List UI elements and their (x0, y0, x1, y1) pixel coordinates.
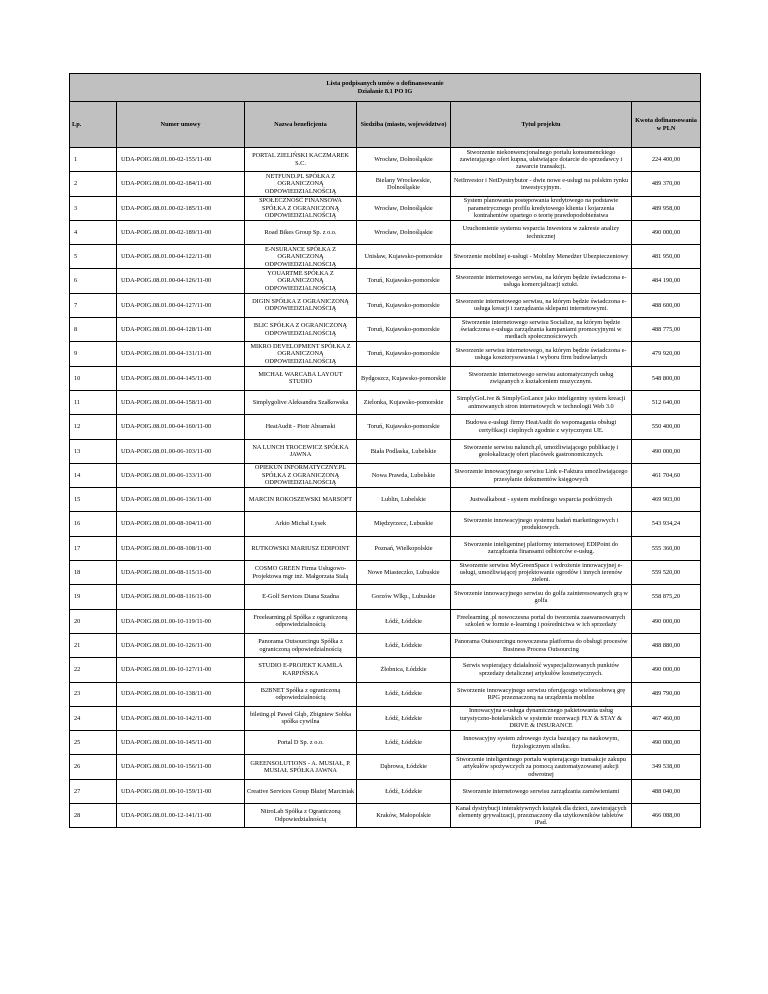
row-location: Nowa Prawda, Lubelskie (357, 463, 451, 487)
row-project-title: Stworzenie innowacyjnego systemu badań marketingowych i produktowych. (451, 512, 632, 536)
row-amount: 543 934,24 (632, 512, 701, 536)
row-beneficiary: COSMO GREEN Firma Usługowo-Projektowa mgr inż. Małgorzata Stalą (245, 561, 357, 585)
row-beneficiary: Freelearning.pl Spółka z ograniczoną odpowiedzialnością (245, 609, 357, 633)
row-contract-number: UDA-POIG.08.01.00-04-158/11-00 (117, 390, 245, 414)
row-location: Międzyrzecz, Lubuskie (357, 512, 451, 536)
row-amount: 461 704,60 (632, 463, 701, 487)
row-lp: 24 (70, 706, 117, 730)
row-location: Poznań, Wielkopolskie (357, 536, 451, 560)
row-contract-number: UDA-POIG.08.01.00-10-156/11-00 (117, 755, 245, 779)
row-amount: 489 958,00 (632, 196, 701, 220)
row-beneficiary: Road Bikes Group Sp. z o.o. (245, 220, 357, 244)
table-row (70, 196, 701, 220)
row-amount: 490 000,00 (632, 731, 701, 755)
row-beneficiary: B2BNET Spółka z ograniczoną odpowiedzialnością (245, 682, 357, 706)
row-beneficiary: GREENSOLUTIONS - A. MUSIAŁ, P. MUSIAŁ SPÓŁKA JAWNA (245, 755, 357, 779)
row-lp: 21 (70, 633, 117, 657)
row-lp: 20 (70, 609, 117, 633)
row-contract-number: UDA-POIG.08.01.00-08-104/11-00 (117, 512, 245, 536)
row-lp: 4 (70, 220, 117, 244)
row-amount: 469 903,00 (632, 488, 701, 512)
row-project-title: Stworzenie innowacyjnego serwisu do golfa zainteresowanych grą w golfa (451, 585, 632, 609)
row-lp: 6 (70, 269, 117, 293)
row-beneficiary: NETFUND.PL SPÓŁKA Z OGRANICZONĄ ODPOWIEDZIALNOŚCIĄ (245, 172, 357, 196)
row-amount: 490 000,00 (632, 609, 701, 633)
row-location: Toruń, Kujawsko-pomorskie (357, 269, 451, 293)
row-project-title: Innowacyjna e-usługa dynamicznego pakietowania usług turystyczno-hotelarskich w systemie rezerwacji FLY & STAY & DRIVE & INSURANCE (451, 706, 632, 730)
row-project-title: Stworzenie serwisu internetowego, na którym będzie świadczona e-usługa kosztorysowania i wyboru firm budowlanych (451, 342, 632, 366)
row-amount: 224 400,00 (632, 148, 701, 172)
row-location: Toruń, Kujawsko-pomorskie (357, 293, 451, 317)
row-lp: 10 (70, 366, 117, 390)
row-project-title: Stworzenie internetowego serwisu automatycznych usług związanych z kształceniem muzycznym. (451, 366, 632, 390)
row-lp: 1 (70, 148, 117, 172)
row-contract-number: UDA-POIG.08.01.00-06-136/11-00 (117, 488, 245, 512)
row-project-title: Uruchomienie systemu wsparcia Inwestora w zakresie analizy technicznej (451, 220, 632, 244)
row-beneficiary: MIKRO DEVELOPMENT SPÓŁKA Z OGRANICZONĄ ODPOWIEDZIALNOŚCIĄ (245, 342, 357, 366)
row-project-title: Stworzenie mobilnej e-usługi - Mobilny Menedżer Ubezpieczeniowy (451, 245, 632, 269)
row-project-title: Stworzenie innowacyjnego serwisu Link e-Faktura umożliwiającego przesyłanie dokumentów księgowych (451, 463, 632, 487)
row-project-title: Stworzenie serwisu nalunch.pl, umożliwiającego publikację i geolokalizację ofert placówek gastronomicznych. (451, 439, 632, 463)
row-lp: 3 (70, 196, 117, 220)
row-location: Łódź, Łódzkie (357, 682, 451, 706)
row-lp: 26 (70, 755, 117, 779)
row-amount: 548 800,00 (632, 366, 701, 390)
row-lp: 14 (70, 463, 117, 487)
row-lp: 17 (70, 536, 117, 560)
row-amount: 558 875,20 (632, 585, 701, 609)
row-location: Gorzów Wlkp., Lubuskie (357, 585, 451, 609)
row-amount: 488 880,00 (632, 633, 701, 657)
table-row (70, 172, 701, 196)
row-amount: 488 040,00 (632, 779, 701, 803)
table-row (70, 731, 701, 755)
table-row (70, 342, 701, 366)
row-contract-number: UDA-POIG.08.01.00-10-119/11-00 (117, 609, 245, 633)
row-contract-number: UDA-POIG.08.01.00-08-116/11-00 (117, 585, 245, 609)
row-location: Żłobnica, Łódzkie (357, 658, 451, 682)
row-lp: 19 (70, 585, 117, 609)
row-contract-number: UDA-POIG.08.01.00-04-160/11-00 (117, 415, 245, 439)
row-amount: 467 460,00 (632, 706, 701, 730)
header-tytul: Tytuł projektu (451, 102, 632, 148)
row-amount: 484 190,00 (632, 269, 701, 293)
row-location: Wrocław, Dolnośląskie (357, 196, 451, 220)
row-location: Kraków, Małopolskie (357, 804, 451, 828)
table-row (70, 609, 701, 633)
row-contract-number: UDA-POIG.08.01.00-06-103/11-00 (117, 439, 245, 463)
row-project-title: Panorama Outsourcingu nowoczesna platforma do obsługi procesów Business Process Outsourcing (451, 633, 632, 657)
row-contract-number: UDA-POIG.08.01.00-12-141/11-00 (117, 804, 245, 828)
row-project-title: Stworzenie inteligentnej platformy internetowej EDIPoint do zarządzania finansami odbiorców e-usług. (451, 536, 632, 560)
row-project-title: Serwis wspierający działalność wyspecjalizowanych punktów sprzedaży detalicznej artykułów kosmetycznych. (451, 658, 632, 682)
row-beneficiary: MARCIN ROKOSZEWSKI MARSOFT (245, 488, 357, 512)
row-beneficiary: STUDIO E-PROJEKT KAMILA KARPIŃSKA (245, 658, 357, 682)
row-contract-number: UDA-POIG.08.01.00-02-185/11-00 (117, 196, 245, 220)
row-project-title: Kanał dystrybucji interaktywnych książek dla dzieci, zawierających elementy grywalizacji, przeznaczony dla użytkowników tabletów iPad. (451, 804, 632, 828)
table-row (70, 755, 701, 779)
row-beneficiary: HeatAudit - Piotr Abramski (245, 415, 357, 439)
row-contract-number: UDA-POIG.08.01.00-10-138/11-00 (117, 682, 245, 706)
table-row (70, 269, 701, 293)
row-amount: 550 400,00 (632, 415, 701, 439)
row-contract-number: UDA-POIG.08.01.00-02-189/11-00 (117, 220, 245, 244)
row-lp: 16 (70, 512, 117, 536)
row-location: Wrocław, Dolnośląskie (357, 220, 451, 244)
row-project-title: Innowacyjny system zdrowego życia bazujący na naukowym, fizjologicznym silniku. (451, 731, 632, 755)
table-row (70, 293, 701, 317)
row-lp: 7 (70, 293, 117, 317)
row-beneficiary: SPOŁECZNOŚĆ FINANSOWA SPÓŁKA Z OGRANICZONĄ ODPOWIEDZIALNOŚCIĄ (245, 196, 357, 220)
row-project-title: Stworzenie internetowego serwisu, na którym będzie świadczona e-usługa komercjalizacji sztuki. (451, 269, 632, 293)
table-row (70, 585, 701, 609)
row-contract-number: UDA-POIG.08.01.00-10-127/11-00 (117, 658, 245, 682)
row-beneficiary: E-NSURANCE SPÓŁKA Z OGRANICZONĄ ODPOWIEDZIALNOŚCIĄ (245, 245, 357, 269)
row-lp: 12 (70, 415, 117, 439)
row-lp: 28 (70, 804, 117, 828)
row-contract-number: UDA-POIG.08.01.00-04-127/11-00 (117, 293, 245, 317)
row-beneficiary: DIGIN SPÓŁKA Z OGRANICZONĄ ODPOWIEDZIALNOŚCIĄ (245, 293, 357, 317)
table-row (70, 804, 701, 828)
row-location: Unisław, Kujawsko-pomorskie (357, 245, 451, 269)
row-location: Toruń, Kujawsko-pomorskie (357, 342, 451, 366)
row-beneficiary: NA LUNCH TROCEWICZ SPÓŁKA JAWNA (245, 439, 357, 463)
row-beneficiary: E-Golf Services Diana Szadna (245, 585, 357, 609)
row-lp: 27 (70, 779, 117, 803)
row-project-title: Budowa e-usługi firmy HeatAudit do wspomagania obsługi certyfikacji cieplnych zgodnie z wytycznymi UE. (451, 415, 632, 439)
row-beneficiary: BLIC SPÓŁKA Z OGRANICZONĄ ODPOWIEDZIALNOŚCIĄ (245, 318, 357, 342)
table-row (70, 318, 701, 342)
row-contract-number: UDA-POIG.08.01.00-08-115/11-00 (117, 561, 245, 585)
row-location: Łódź, Łódzkie (357, 731, 451, 755)
row-location: Bielany Wrocławskie, Dolnośląskie (357, 172, 451, 196)
table-title-line2: Działanie 8.1 PO IG (357, 87, 413, 95)
row-amount: 349 538,00 (632, 755, 701, 779)
row-amount: 555 360,00 (632, 536, 701, 560)
table-row (70, 148, 701, 172)
row-beneficiary: Simplygolive Aleksandra Szałkowska (245, 390, 357, 414)
header-siedziba: Siedziba (miasto, województwo) (357, 102, 451, 148)
row-beneficiary: YOUARTME SPÓŁKA Z OGRANICZONĄ ODPOWIEDZIALNOŚCIĄ (245, 269, 357, 293)
row-amount: 489 790,00 (632, 682, 701, 706)
row-beneficiary: NitroLab Spółka z Ograniczoną Odpowiedzialnością (245, 804, 357, 828)
header-kwota: Kwota dofinansowania w PLN (632, 102, 701, 148)
row-lp: 18 (70, 561, 117, 585)
row-beneficiary: Portal D Sp. z o.o. (245, 731, 357, 755)
row-project-title: Freelearning .pl nowoczesna portal do tworzenia zaawansowanych szkoleń w formie e-learning i pośrednictwa w ich sprzedaży (451, 609, 632, 633)
row-location: Biała Podlaska, Lubelskie (357, 439, 451, 463)
row-beneficiary: OPIEKUN INFORMATYCZNY.PL SPÓŁKA Z OGRANICZONĄ ODPOWIEDZIALNOŚCIĄ (245, 463, 357, 487)
table-row (70, 561, 701, 585)
row-project-title: Stworzenie innowacyjnego serwisu oferującego wieloosobową grę RPG przeznaczoną na urządzenia mobilne (451, 682, 632, 706)
row-contract-number: UDA-POIG.08.01.00-10-145/11-00 (117, 731, 245, 755)
row-contract-number: UDA-POIG.08.01.00-04-128/11-00 (117, 318, 245, 342)
table-row (70, 512, 701, 536)
row-contract-number: UDA-POIG.08.01.00-10-126/11-00 (117, 633, 245, 657)
row-contract-number: UDA-POIG.08.01.00-10-142/11-00 (117, 706, 245, 730)
row-location: Toruń, Kujawsko-pomorskie (357, 415, 451, 439)
table-body (70, 148, 701, 828)
row-amount: 489 370,00 (632, 172, 701, 196)
row-amount: 490 000,00 (632, 658, 701, 682)
table-row (70, 779, 701, 803)
header-beneficjent: Nazwa beneficjenta (245, 102, 357, 148)
row-contract-number: UDA-POIG.08.01.00-02-155/11-00 (117, 148, 245, 172)
row-beneficiary: Panorama Outsourcingu Spółka z ograniczoną odpowiedzialnością (245, 633, 357, 657)
row-amount: 490 000,00 (632, 439, 701, 463)
header-lp: Lp. (70, 102, 117, 148)
row-contract-number: UDA-POIG.08.01.00-04-131/11-00 (117, 342, 245, 366)
row-beneficiary: bileting.pl Paweł Głąb, Zbigniew Sobka spółka cywilna (245, 706, 357, 730)
row-contract-number: UDA-POIG.08.01.00-02-184/11-00 (117, 172, 245, 196)
row-lp: 11 (70, 390, 117, 414)
row-project-title: Stworzenie inteligentnego portalu wspierającego transakcje zakupu artykułów spożywczych za pomocą zautomatyzowanej aukcji odwrotnej (451, 755, 632, 779)
row-contract-number: UDA-POIG.08.01.00-06-133/11-00 (117, 463, 245, 487)
row-contract-number: UDA-POIG.08.01.00-04-145/11-00 (117, 366, 245, 390)
row-project-title: Stworzenie internetowego serwisu Socialize, na którym będzie świadczona e-usługa zarządzania kampaniami promocyjnymi w mediach społecznościowych (451, 318, 632, 342)
row-amount: 559 520,00 (632, 561, 701, 585)
row-project-title: SimplyGoLive & SimplyGoLance jako inteligentny system kreacji animowanych stron internetowych w technologii Web 3.0 (451, 390, 632, 414)
row-lp: 2 (70, 172, 117, 196)
row-location: Łódź, Łódzkie (357, 706, 451, 730)
row-location: Łódź, Łódzkie (357, 609, 451, 633)
row-beneficiary: RUTKOWSKI MARIUSZ EDIPOINT (245, 536, 357, 560)
contracts-table (69, 73, 701, 828)
row-lp: 5 (70, 245, 117, 269)
table-row (70, 390, 701, 414)
table-row (70, 463, 701, 487)
row-beneficiary: Creative Services Group Błażej Marciniak (245, 779, 357, 803)
row-contract-number: UDA-POIG.08.01.00-04-122/11-00 (117, 245, 245, 269)
row-contract-number: UDA-POIG.08.01.00-04-126/11-00 (117, 269, 245, 293)
row-contract-number: UDA-POIG.08.01.00-10-159/11-00 (117, 779, 245, 803)
table-row (70, 633, 701, 657)
table-row (70, 488, 701, 512)
table-row (70, 439, 701, 463)
table-row (70, 220, 701, 244)
row-project-title: Justwalkabout - system mobilnego wsparcia podróżnych (451, 488, 632, 512)
table-row (70, 536, 701, 560)
row-contract-number: UDA-POIG.08.01.00-08-108/11-00 (117, 536, 245, 560)
row-amount: 466 088,00 (632, 804, 701, 828)
table-row (70, 366, 701, 390)
table-row (70, 415, 701, 439)
row-amount: 512 640,00 (632, 390, 701, 414)
table-row (70, 682, 701, 706)
row-amount: 479 920,00 (632, 342, 701, 366)
row-project-title: Stworzenie niekonwencjonalnego portalu konsumenckiego zawierającego ofert kupna, ułatwiające dotarcie do sprzedawcy i zawarcie transakcji. (451, 148, 632, 172)
table-header-row (70, 102, 701, 148)
row-amount: 488 775,00 (632, 318, 701, 342)
row-location: Łódź, Łódzkie (357, 633, 451, 657)
row-location: Bydgoszcz, Kujawsko-pomorskie (357, 366, 451, 390)
row-lp: 13 (70, 439, 117, 463)
row-amount: 488 600,00 (632, 293, 701, 317)
row-location: Toruń, Kujawsko-pomorskie (357, 318, 451, 342)
row-project-title: System planowania postępowania kredytowego na podstawie parametrycznego profilu kredytowego klienta i kojarzenia kontrahentów opartego o teorię prawdopodobieństwa (451, 196, 632, 220)
row-lp: 25 (70, 731, 117, 755)
table-title (70, 74, 701, 102)
row-location: Łódź, Łódzkie (357, 779, 451, 803)
row-project-title: Stworzenie internetowego serwisu zarządzania zamówieniami (451, 779, 632, 803)
row-beneficiary: PORTAL ZIELIŃSKI KACZMAREK S.C. (245, 148, 357, 172)
row-lp: 15 (70, 488, 117, 512)
row-location: Zielonka, Kujawsko-pomorskie (357, 390, 451, 414)
row-project-title: Stworzenie internetowego serwisu, na którym będzie świadczona e-usługa kreacji i zarządzania sklepami internetowymi. (451, 293, 632, 317)
row-amount: 481 950,00 (632, 245, 701, 269)
row-amount: 490 000,00 (632, 220, 701, 244)
row-lp: 22 (70, 658, 117, 682)
header-numer: Numer umowy (117, 102, 245, 148)
row-project-title: Stworzenie serwisu MyGreenSpace i wdrożenie innowacyjnej e-usługi, umożliwiającej projektowanie ogrodów i innych terenów zieleni. (451, 561, 632, 585)
row-location: Lublin, Lubelskie (357, 488, 451, 512)
table-row (70, 245, 701, 269)
row-lp: 8 (70, 318, 117, 342)
row-lp: 23 (70, 682, 117, 706)
row-location: Wrocław, Dolnośląskie (357, 148, 451, 172)
table-title-row (70, 74, 701, 102)
table-row (70, 658, 701, 682)
row-project-title: NetInvestor i NetDystrybutor - dwie nowe e-usługi na polskim rynku inwestycyjnym. (451, 172, 632, 196)
row-location: Nowe Miasteczko, Lubuskie (357, 561, 451, 585)
table-title-line1: Lista podpisanych umów o dofinansowanie (326, 79, 444, 87)
row-location: Dąbrowa, Łódzkie (357, 755, 451, 779)
row-beneficiary: Arkto Michał Łysek (245, 512, 357, 536)
table-row (70, 706, 701, 730)
row-lp: 9 (70, 342, 117, 366)
row-beneficiary: MICHAŁ WARCABA LAYOUT STUDIO (245, 366, 357, 390)
